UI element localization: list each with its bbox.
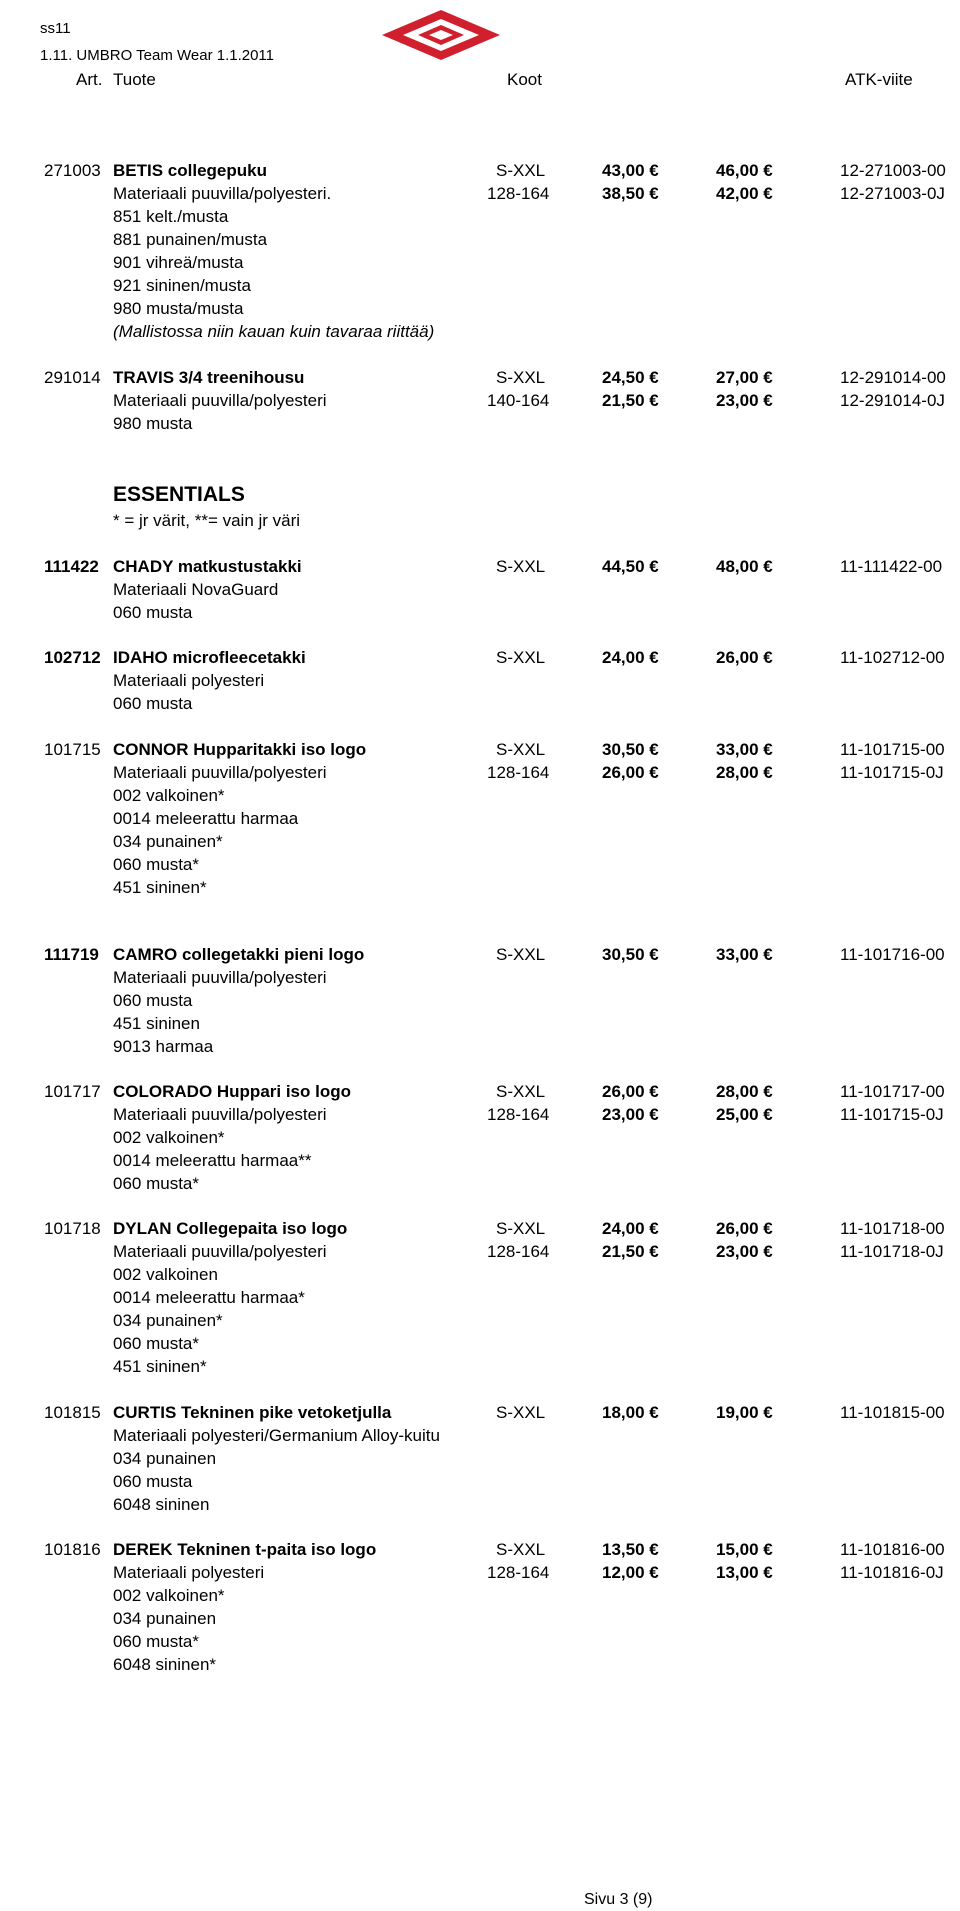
size-range: 140-164: [487, 391, 550, 410]
price-2: 26,00 €: [716, 1219, 773, 1238]
product-row-travis: [0, 367, 960, 389]
size-range: S-XXL: [496, 945, 546, 964]
price-1: 43,00 €: [602, 161, 659, 180]
color-option: 002 valkoinen*: [113, 1586, 225, 1605]
size-range: 128-164: [487, 1242, 550, 1261]
color-option: 901 vihreä/musta: [113, 253, 244, 272]
price-1: 30,50 €: [602, 740, 659, 759]
product-material: Materiaali puuvilla/polyesteri: [113, 968, 327, 987]
price-2: 13,00 €: [716, 1563, 773, 1582]
price-2: 42,00 €: [716, 184, 773, 203]
price-2: 48,00 €: [716, 557, 773, 576]
product-name: DYLAN Collegepaita iso logo: [113, 1219, 348, 1238]
product-row-derek-junior: [0, 1562, 960, 1584]
price-2: 25,00 €: [716, 1105, 773, 1124]
color-option: 060 musta*: [113, 1174, 199, 1193]
product-material: Materiaali puuvilla/polyesteri: [113, 763, 327, 782]
product-row-derek: [0, 1539, 960, 1561]
product-name: CHADY matkustustakki: [113, 557, 302, 576]
article-number: 101718: [44, 1219, 101, 1238]
atk-reference: 11-101716-00: [840, 945, 945, 964]
size-range: 128-164: [487, 184, 550, 203]
color-option: 060 musta: [113, 603, 193, 622]
size-range: 128-164: [487, 1105, 550, 1124]
product-material: Materiaali puuvilla/polyesteri: [113, 1105, 327, 1124]
product-row-betis: [0, 160, 960, 182]
atk-reference: 11-101715-0J: [840, 1105, 944, 1124]
color-option: 9013 harmaa: [113, 1037, 214, 1056]
price-1: 24,00 €: [602, 648, 659, 667]
price-1: 12,00 €: [602, 1563, 659, 1582]
product-name: BETIS collegepuku: [113, 161, 267, 180]
product-row-betis-junior: [0, 183, 960, 205]
article-number: 271003: [44, 161, 101, 180]
color-option: 060 musta: [113, 991, 193, 1010]
size-range: S-XXL: [496, 1082, 546, 1101]
atk-reference: 11-101715-0J: [840, 763, 944, 782]
color-option: 921 sininen/musta: [113, 276, 251, 295]
price-1: 44,50 €: [602, 557, 659, 576]
atk-reference: 11-101717-00: [840, 1082, 945, 1101]
article-number: 111422: [44, 557, 99, 576]
section-title-essentials: ESSENTIALS: [113, 483, 245, 506]
atk-reference: 11-101718-00: [840, 1219, 945, 1238]
product-row-camro: [0, 944, 960, 966]
price-2: 23,00 €: [716, 1242, 773, 1261]
column-header-koot: Koot: [507, 70, 542, 89]
atk-reference: 11-101816-0J: [840, 1563, 944, 1582]
size-range: S-XXL: [496, 368, 546, 387]
color-option: 060 musta*: [113, 1334, 199, 1353]
color-option: 060 musta: [113, 1472, 193, 1491]
color-option: 060 musta*: [113, 855, 199, 874]
color-option: 002 valkoinen: [113, 1265, 218, 1284]
product-material: Materiaali polyesteri/Germanium Alloy-kuitu: [113, 1426, 440, 1445]
price-1: 26,00 €: [602, 763, 659, 782]
color-legend-note: * = jr värit, **= vain jr väri: [113, 511, 301, 530]
product-material: Materiaali puuvilla/polyesteri: [113, 1242, 327, 1261]
product-name: TRAVIS 3/4 treenihousu: [113, 368, 305, 387]
product-name: IDAHO microfleecetakki: [113, 648, 306, 667]
color-option: 851 kelt./musta: [113, 207, 229, 226]
price-1: 30,50 €: [602, 945, 659, 964]
color-option: 060 musta: [113, 694, 193, 713]
product-name: COLORADO Huppari iso logo: [113, 1082, 351, 1101]
article-number: 111719: [44, 945, 99, 964]
product-row-travis-junior: [0, 390, 960, 412]
product-name: CURTIS Tekninen pike vetoketjulla: [113, 1403, 392, 1422]
color-option: 6048 sininen*: [113, 1655, 217, 1674]
column-header-tuote: Tuote: [113, 70, 156, 89]
size-range: S-XXL: [496, 161, 546, 180]
product-material: Materiaali polyesteri: [113, 671, 265, 690]
atk-reference: 11-111422-00: [840, 557, 943, 576]
atk-reference: 12-271003-0J: [840, 184, 945, 203]
atk-reference: 11-101816-00: [840, 1540, 945, 1559]
product-row-dylan: [0, 1218, 960, 1240]
color-option: 034 punainen: [113, 1609, 217, 1628]
product-row-connor: [0, 739, 960, 761]
product-name: DEREK Tekninen t-paita iso logo: [113, 1540, 377, 1559]
product-material: Materiaali NovaGuard: [113, 580, 279, 599]
price-1: 24,00 €: [602, 1219, 659, 1238]
size-range: S-XXL: [496, 557, 546, 576]
price-1: 24,50 €: [602, 368, 659, 387]
color-option: 034 punainen*: [113, 1311, 223, 1330]
article-number: 101715: [44, 740, 101, 759]
product-row-connor-junior: [0, 762, 960, 784]
umbro-diamond-logo: [380, 8, 502, 62]
product-name: CAMRO collegetakki pieni logo: [113, 945, 365, 964]
color-option: 060 musta*: [113, 1632, 199, 1651]
price-2: 19,00 €: [716, 1403, 773, 1422]
article-number: 291014: [44, 368, 101, 387]
price-1: 26,00 €: [602, 1082, 659, 1101]
product-row-idaho: [0, 647, 960, 669]
atk-reference: 12-291014-00: [840, 368, 946, 387]
column-header-atk-viite: ATK-viite: [845, 70, 913, 89]
product-name: CONNOR Hupparitakki iso logo: [113, 740, 367, 759]
price-1: 18,00 €: [602, 1403, 659, 1422]
catalog-code: ss11: [40, 20, 71, 37]
price-1: 21,50 €: [602, 1242, 659, 1261]
atk-reference: 11-102712-00: [840, 648, 945, 667]
price-1: 38,50 €: [602, 184, 659, 203]
size-range: S-XXL: [496, 1219, 546, 1238]
price-1: 23,00 €: [602, 1105, 659, 1124]
catalog-title-line: 1.11. UMBRO Team Wear 1.1.2011: [40, 47, 275, 64]
atk-reference: 11-101815-00: [840, 1403, 945, 1422]
product-row-colorado: [0, 1081, 960, 1103]
price-2: 28,00 €: [716, 763, 773, 782]
price-2: 33,00 €: [716, 945, 773, 964]
price-2: 27,00 €: [716, 368, 773, 387]
color-option: 980 musta/musta: [113, 299, 244, 318]
product-material: Materiaali puuvilla/polyesteri: [113, 391, 327, 410]
atk-reference: 11-101715-00: [840, 740, 945, 759]
price-1: 13,50 €: [602, 1540, 659, 1559]
color-option: 6048 sininen: [113, 1495, 210, 1514]
atk-reference: 11-101718-0J: [840, 1242, 944, 1261]
size-range: S-XXL: [496, 648, 546, 667]
product-row-colorado-junior: [0, 1104, 960, 1126]
price-2: 15,00 €: [716, 1540, 773, 1559]
product-row-chady: [0, 556, 960, 578]
product-material: Materiaali puuvilla/polyesteri.: [113, 184, 332, 203]
price-2: 26,00 €: [716, 648, 773, 667]
price-2: 23,00 €: [716, 391, 773, 410]
color-option: 034 punainen: [113, 1449, 217, 1468]
page-number: Sivu 3 (9): [584, 1891, 653, 1908]
product-row-dylan-junior: [0, 1241, 960, 1263]
article-number: 102712: [44, 648, 101, 667]
price-1: 21,50 €: [602, 391, 659, 410]
color-option: 0014 meleerattu harmaa*: [113, 1288, 305, 1307]
color-option: 034 punainen*: [113, 832, 223, 851]
size-range: S-XXL: [496, 740, 546, 759]
size-range: S-XXL: [496, 1403, 546, 1422]
size-range: S-XXL: [496, 1540, 546, 1559]
product-row-curtis: [0, 1402, 960, 1424]
color-option: 0014 meleerattu harmaa**: [113, 1151, 312, 1170]
atk-reference: 12-291014-0J: [840, 391, 945, 410]
size-range: 128-164: [487, 1563, 550, 1582]
size-range: 128-164: [487, 763, 550, 782]
article-number: 101815: [44, 1403, 101, 1422]
article-number: 101816: [44, 1540, 101, 1559]
color-option: 451 sininen*: [113, 878, 207, 897]
column-header-art: Art.: [76, 70, 103, 89]
color-option: 881 punainen/musta: [113, 230, 268, 249]
article-number: 101717: [44, 1082, 101, 1101]
color-option: 0014 meleerattu harmaa: [113, 809, 299, 828]
color-option: 451 sininen*: [113, 1357, 207, 1376]
price-2: 28,00 €: [716, 1082, 773, 1101]
color-option: 002 valkoinen*: [113, 1128, 225, 1147]
atk-reference: 12-271003-00: [840, 161, 946, 180]
color-option: 980 musta: [113, 414, 193, 433]
price-2: 33,00 €: [716, 740, 773, 759]
color-option: 002 valkoinen*: [113, 786, 225, 805]
color-option: 451 sininen: [113, 1014, 200, 1033]
price-2: 46,00 €: [716, 161, 773, 180]
product-material: Materiaali polyesteri: [113, 1563, 265, 1582]
availability-note: (Mallistossa niin kauan kuin tavaraa riittää): [113, 322, 435, 341]
